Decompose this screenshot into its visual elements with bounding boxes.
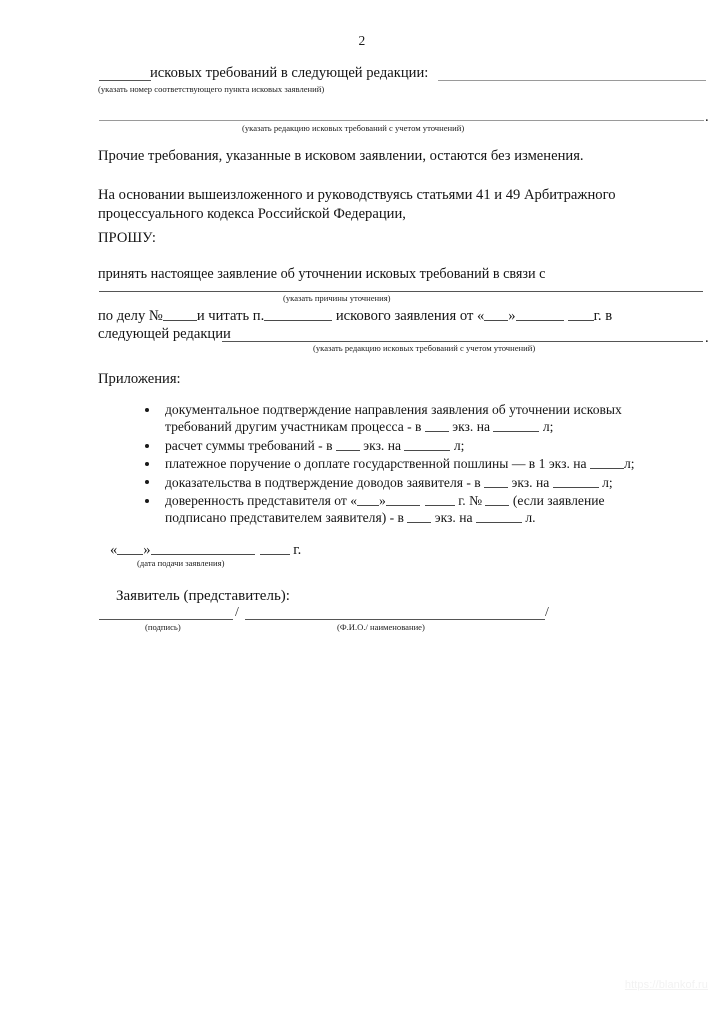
- attachment-4-copies-blank[interactable]: [484, 474, 508, 488]
- attachment-5-number-blank[interactable]: [485, 492, 509, 506]
- site-watermark: https://blankof.ru: [624, 979, 708, 991]
- attachment-5-e: подписано представителем заявителя) - в: [165, 510, 408, 526]
- bullet-icon: [145, 462, 149, 466]
- attachment-3-sheets-blank[interactable]: [590, 455, 624, 469]
- date-caption: (дата подачи заявления): [137, 558, 225, 568]
- case-line-part5: г. в: [593, 307, 613, 324]
- attachment-1-line2b: экз. на: [448, 419, 494, 435]
- attachment-5-c: г. №: [454, 492, 486, 508]
- attachment-4-a: доказательства в подтверждение доводов заявителя - в: [165, 474, 485, 490]
- attachment-4-c: л;: [598, 474, 613, 490]
- attachment-1-sheets-blank[interactable]: [493, 418, 539, 432]
- attachment-2-b: экз. на: [359, 437, 405, 453]
- attachment-5-b: »: [379, 492, 386, 508]
- case-line-part2: и читать п.: [196, 307, 265, 324]
- case-line-part6: следующей редакции: [98, 326, 231, 342]
- signature-line-left[interactable]: [99, 619, 233, 620]
- date-quote-open: «: [110, 541, 118, 558]
- attachment-3-a: платежное поручение о доплате государственной пошлины — в 1 экз. на: [165, 456, 590, 472]
- page-number: 2: [358, 33, 366, 48]
- case-point-blank[interactable]: [264, 306, 332, 321]
- attachment-1-line2c: л;: [539, 419, 554, 435]
- header-line2-blank[interactable]: [99, 120, 704, 121]
- date-quote-close: »: [143, 541, 151, 558]
- attachment-4-b: экз. на: [508, 474, 553, 490]
- attachments-list: [140, 401, 680, 528]
- attachment-3-b: л;: [623, 456, 635, 472]
- attachment-2-copies-blank[interactable]: [336, 437, 360, 451]
- attachment-4-sheets-blank[interactable]: [553, 474, 599, 488]
- attachment-5-day-blank[interactable]: [357, 492, 379, 506]
- attachment-2-c: л;: [450, 437, 465, 453]
- case-day-blank[interactable]: [484, 306, 508, 321]
- attachment-1-line2a: требований другим участникам процесса - в: [165, 419, 425, 435]
- attachment-5-f: экз. на: [431, 510, 476, 526]
- paragraph-basis-line1: На основании вышеизложенного и руководствуясь статьями 41 и 49 Арбитражного: [98, 187, 616, 203]
- attachment-2-a: расчет суммы требований - в: [165, 437, 336, 453]
- request-line: принять настоящее заявление об уточнении исковых требований в связи с: [98, 266, 546, 282]
- paragraph-other-claims: Прочие требования, указанные в исковом заявлении, остаются без изменения.: [98, 148, 584, 164]
- header-line1-blank-right[interactable]: [438, 80, 706, 81]
- attachment-5-year-blank[interactable]: [425, 492, 455, 506]
- attachments-title: Приложения:: [98, 371, 181, 387]
- case-line-part4: »: [508, 307, 516, 324]
- header-line1-blank-left[interactable]: [99, 80, 151, 81]
- attachment-5-g: л.: [521, 510, 536, 526]
- header-line2-caption: (указать редакцию исковых требований с учетом уточнений): [242, 123, 465, 133]
- attachment-2-sheets-blank[interactable]: [404, 437, 450, 451]
- signature-slash-left: /: [235, 605, 239, 620]
- attachment-1-line1: документальное подтверждение направления заявления об уточнении исковых: [165, 402, 622, 417]
- signature-title: Заявитель (представитель):: [116, 588, 290, 604]
- attachment-5-copies-blank[interactable]: [407, 509, 431, 523]
- edition-blank-line[interactable]: [222, 341, 703, 342]
- case-line-part1: по делу №: [98, 307, 163, 324]
- date-year-suffix: г.: [293, 541, 302, 558]
- list-item: [140, 492, 680, 527]
- header-line1-text: исковых требований в следующей редакции:: [150, 65, 429, 81]
- paragraph-basis-line2: процессуального кодекса Российской Федерации,: [98, 206, 406, 222]
- attachment-5-a: доверенность представителя от «: [165, 492, 358, 508]
- bullet-icon: [145, 444, 149, 448]
- list-item: [140, 455, 680, 472]
- reason-blank-line[interactable]: [99, 291, 703, 292]
- date-year-blank[interactable]: [260, 540, 290, 555]
- signature-slash-right: /: [545, 605, 549, 620]
- attachment-5-month-blank[interactable]: [386, 492, 420, 506]
- signature-caption-left: (подпись): [145, 622, 181, 632]
- bullet-icon: [145, 408, 149, 412]
- header-line1-caption: (указать номер соответствующего пункта исковых заявлений): [98, 84, 325, 94]
- list-item: [140, 474, 680, 491]
- attachment-5-sheets-blank[interactable]: [476, 509, 522, 523]
- header-line2-trailing-punct: .: [705, 109, 709, 125]
- date-month-blank[interactable]: [151, 540, 255, 555]
- case-year-blank[interactable]: [568, 306, 594, 321]
- date-day-blank[interactable]: [117, 540, 143, 555]
- bullet-icon: [145, 480, 149, 484]
- list-item: [140, 437, 680, 454]
- attachment-1-copies-blank[interactable]: [425, 418, 449, 432]
- signature-line-right[interactable]: [245, 619, 545, 620]
- attachment-5-d: (если заявление: [509, 492, 605, 508]
- signature-caption-right: (Ф.И.О./ наименование): [337, 622, 425, 632]
- bullet-icon: [145, 499, 149, 503]
- case-line-part3: искового заявления от «: [335, 307, 485, 324]
- case-line-trailing-punct: .: [705, 330, 709, 346]
- reason-caption: (указать причины уточнения): [283, 293, 391, 303]
- edition-caption: (указать редакцию исковых требований с учетом уточнений): [313, 343, 536, 353]
- request-heading: ПРОШУ:: [98, 230, 156, 246]
- case-number-blank[interactable]: [163, 306, 197, 321]
- case-month-blank[interactable]: [516, 306, 564, 321]
- case-line: [98, 306, 698, 326]
- list-item: [140, 401, 680, 436]
